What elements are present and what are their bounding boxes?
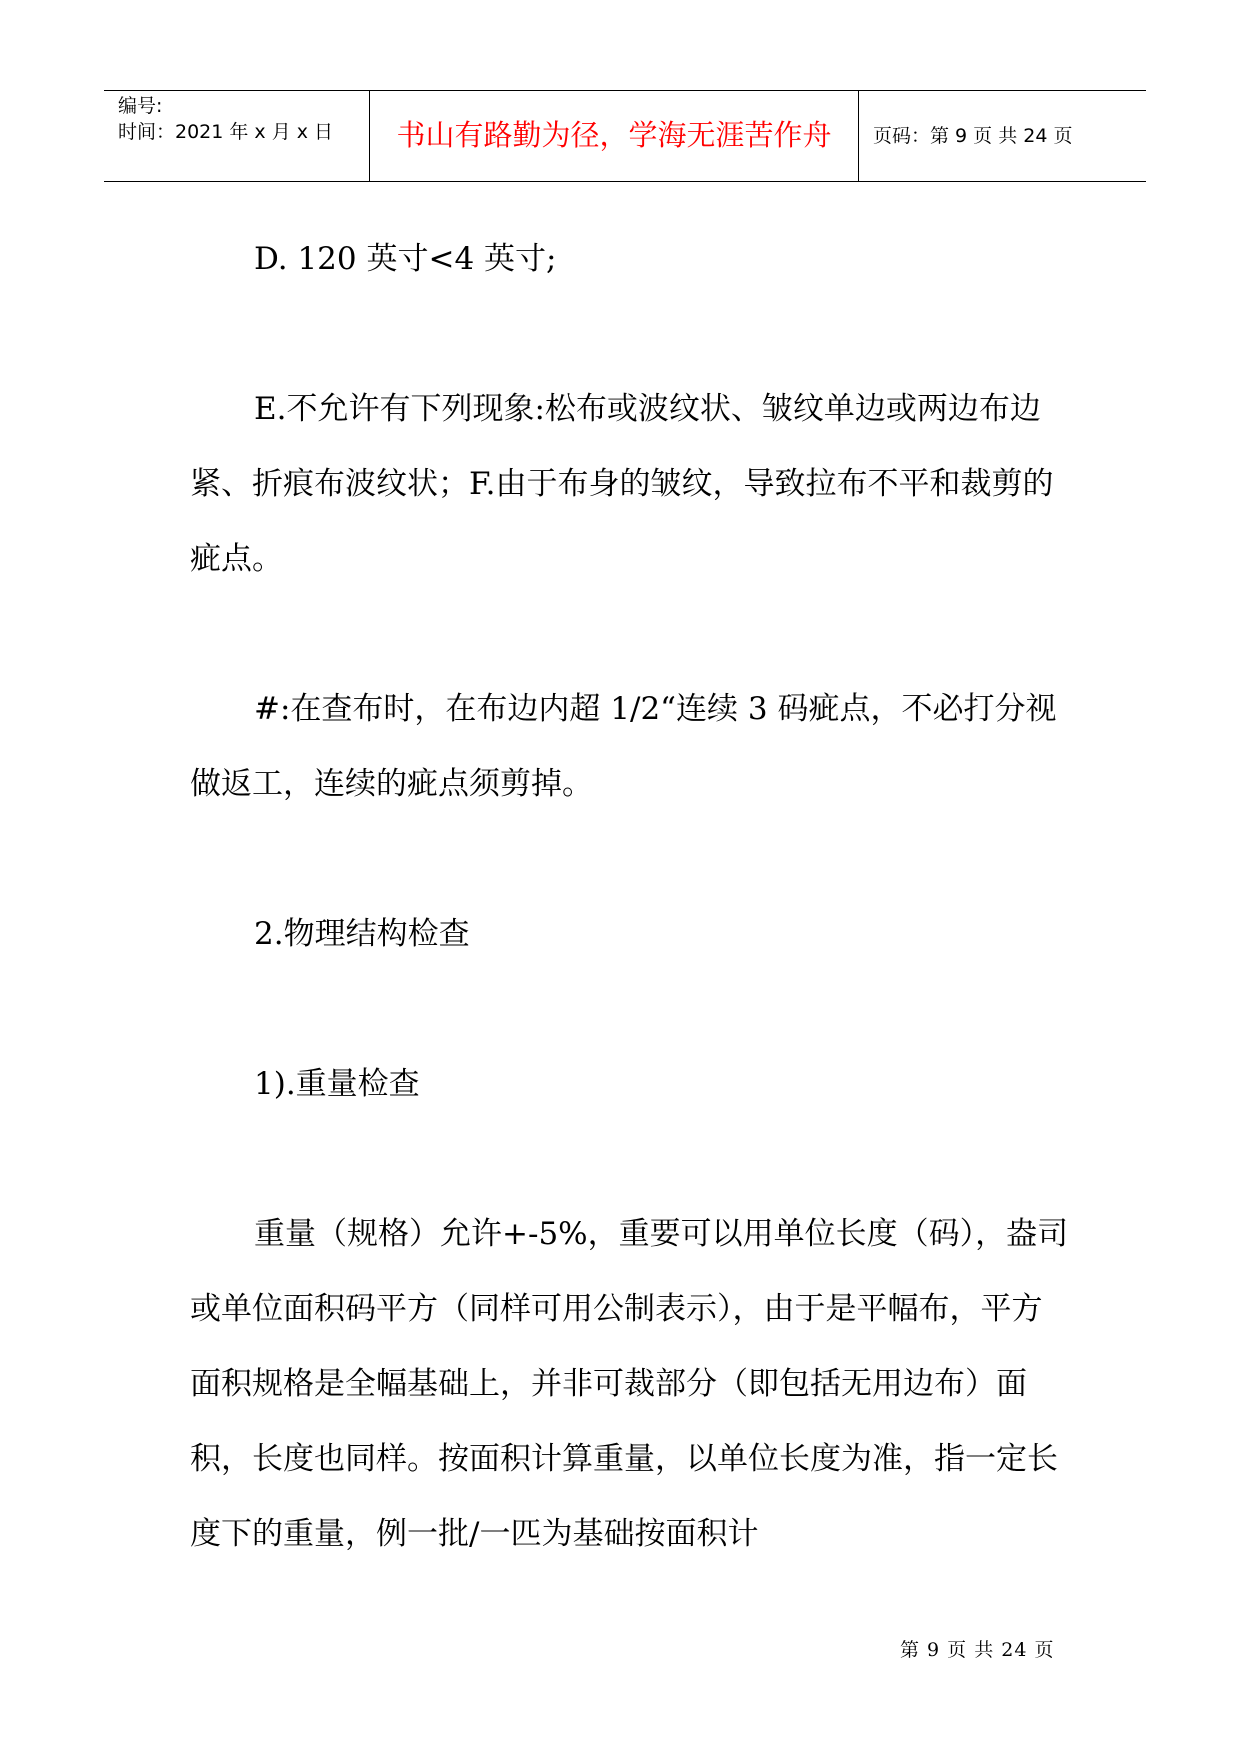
header-page-code: 页码：第 9 页 共 24 页 bbox=[873, 125, 1073, 147]
paragraph-spacer bbox=[190, 822, 1070, 897]
paragraph-spacer bbox=[190, 972, 1070, 1047]
paragraph-spacer bbox=[190, 597, 1070, 672]
document-time-label: 时间：2021 年 x 月 x 日 bbox=[118, 121, 334, 143]
paragraph-spacer bbox=[190, 297, 1070, 372]
header-page-cell bbox=[859, 91, 1146, 181]
section-heading-physical-structure: 2.物理结构检查 bbox=[254, 916, 470, 952]
paragraph-note: #:在查布时，在布边内超 1/2“连续 3 码疵点，不必打分视做返工，连续的疵点须剪掉。 bbox=[190, 691, 1057, 802]
paragraph-spacer bbox=[190, 1122, 1070, 1197]
page-footer: 第 9 页 共 24 页 bbox=[900, 1639, 1055, 1661]
header-motto: 书山有路勤为径，学海无涯苦作舟 bbox=[396, 118, 832, 152]
header-motto-cell bbox=[369, 91, 859, 181]
header-info-cell bbox=[104, 91, 369, 181]
document-body bbox=[190, 222, 1070, 1572]
document-header bbox=[104, 90, 1146, 182]
document-number-label: 编号: bbox=[118, 95, 163, 117]
paragraph-weight: 重量（规格）允许+-5%，重要可以用单位长度（码），盎司或单位面积码平方（同样可用公制表示），由于是平幅布，平方面积规格是全幅基础上，并非可裁部分（即包括无用边布）面积，长度也同样。按面积计算重量，以单位长度为准，指一定长度下的重量，例一批/一匹为基础按面积计 bbox=[190, 1216, 1069, 1552]
paragraph-e: E.不允许有下列现象:松布或波纹状、皱纹单边或两边布边紧、折痕布波纹状；F.由于布身的皱纹，导致拉布不平和裁剪的疵点。 bbox=[190, 391, 1054, 577]
paragraph-d: D. 120 英寸<4 英寸; bbox=[254, 241, 557, 277]
subsection-heading-weight: 1).重量检查 bbox=[254, 1066, 420, 1102]
